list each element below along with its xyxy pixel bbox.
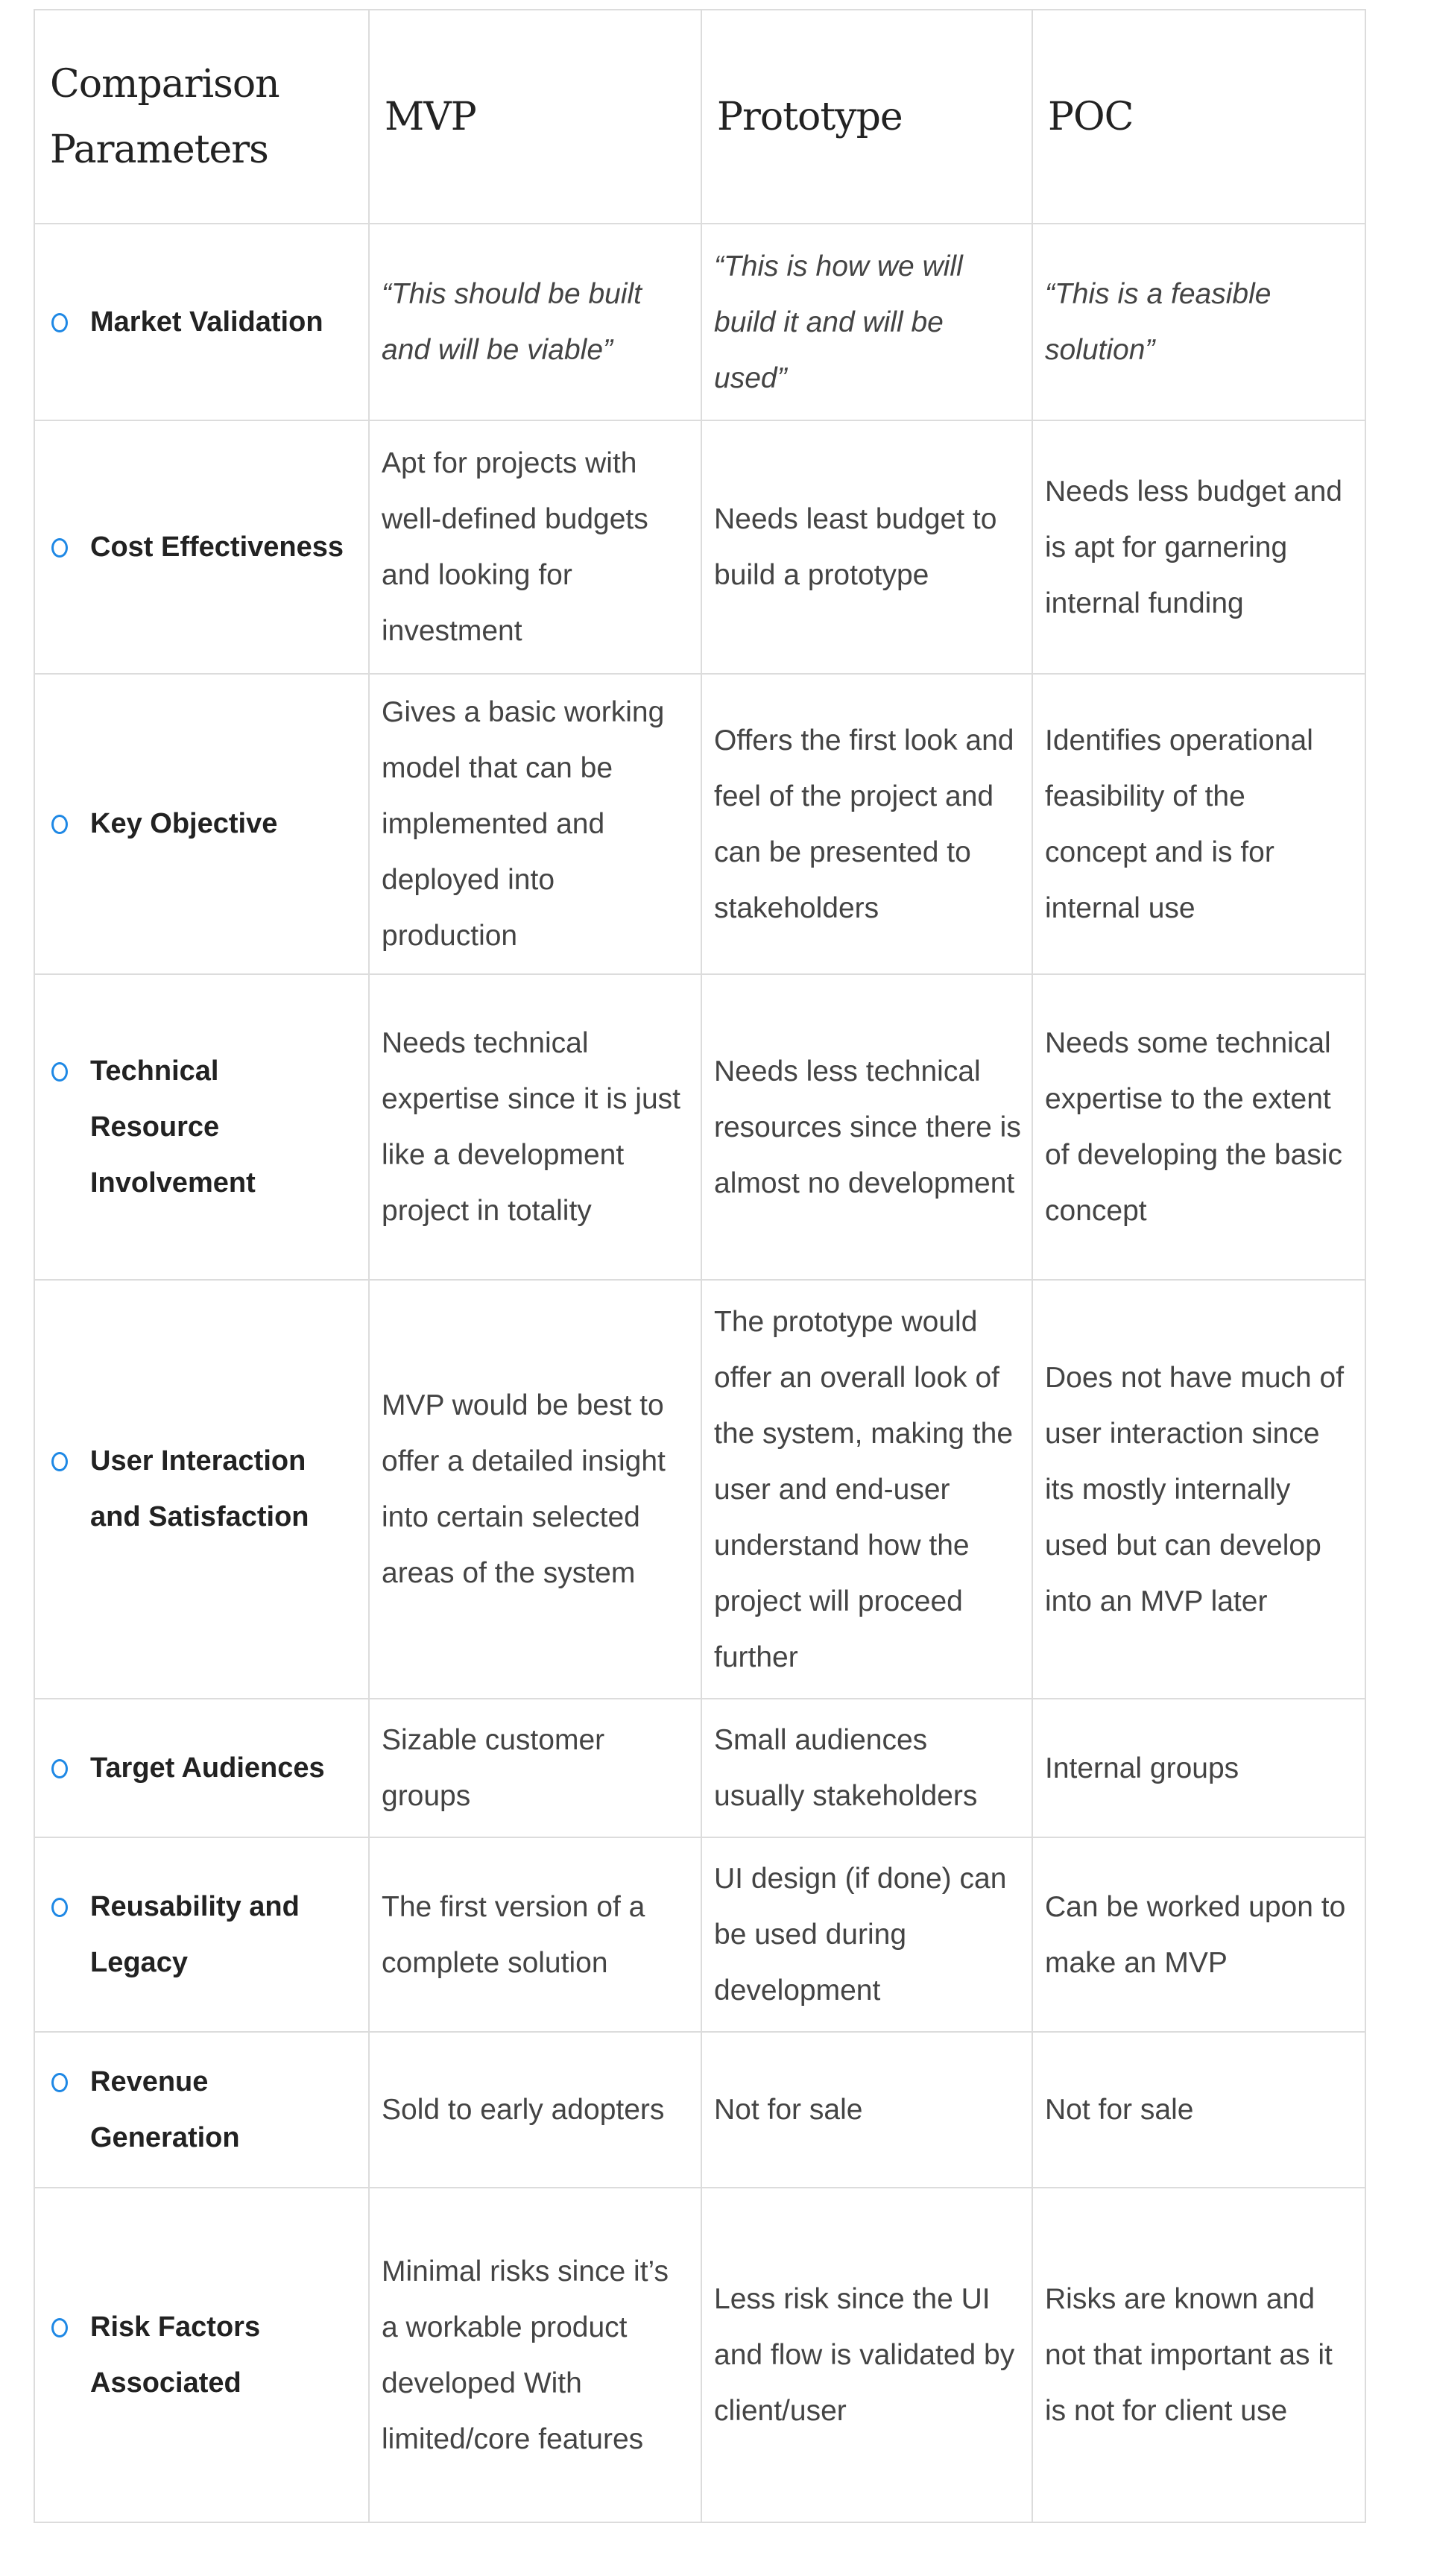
table-row-reusability-legacy <box>34 1837 1365 2032</box>
parameter-cell <box>34 224 369 420</box>
parameter-cell <box>34 420 369 674</box>
prototype-cell: Needs least budget to build a prototype <box>701 420 1032 674</box>
table-row-target-audiences <box>34 1699 1365 1837</box>
parameter-cell <box>34 2032 369 2188</box>
circle-bullet-icon <box>51 815 68 834</box>
comparison-table-container <box>34 9 1366 2523</box>
circle-bullet-icon <box>51 2073 68 2092</box>
parameter-cell <box>34 674 369 974</box>
header-mvp: MVP <box>369 10 701 224</box>
table-row-key-objective <box>34 674 1365 974</box>
circle-bullet-icon <box>51 313 68 332</box>
mvp-cell: Needs technical expertise since it is just like a development project in totality <box>369 974 701 1280</box>
mvp-cell: MVP would be best to offer a detailed insight into certain selected areas of the system <box>369 1280 701 1699</box>
header-prototype: Prototype <box>701 10 1032 224</box>
mvp-cell: The first version of a complete solution <box>369 1837 701 2032</box>
circle-bullet-icon <box>51 1759 68 1778</box>
table-row-cost-effectiveness <box>34 420 1365 674</box>
table-row-revenue-generation <box>34 2032 1365 2188</box>
table-row-risk-factors <box>34 2188 1365 2522</box>
prototype-cell: Less risk since the UI and flow is validated by client/user <box>701 2188 1032 2522</box>
poc-cell: “This is a feasible solution” <box>1032 224 1365 420</box>
parameter-label: Risk Factors Associated <box>90 2311 261 2399</box>
prototype-cell: UI design (if done) can be used during development <box>701 1837 1032 2032</box>
circle-bullet-icon <box>51 1062 68 1082</box>
prototype-cell: Needs less technical resources since there is almost no development <box>701 974 1032 1280</box>
comparison-table <box>34 9 1366 2523</box>
prototype-cell: Offers the first look and feel of the project and can be presented to stakeholders <box>701 674 1032 974</box>
poc-cell: Risks are known and not that important as it is not for client use <box>1032 2188 1365 2522</box>
parameter-label: Market Validation <box>90 306 323 338</box>
parameter-label: Cost Effectiveness <box>90 531 344 563</box>
prototype-cell: “This is how we will build it and will be used” <box>701 224 1032 420</box>
poc-cell: Needs some technical expertise to the extent of developing the basic concept <box>1032 974 1365 1280</box>
parameter-cell <box>34 2188 369 2522</box>
header-row <box>34 10 1365 224</box>
mvp-cell: “This should be built and will be viable” <box>369 224 701 420</box>
poc-cell: Can be worked upon to make an MVP <box>1032 1837 1365 2032</box>
poc-cell: Not for sale <box>1032 2032 1365 2188</box>
prototype-cell: Not for sale <box>701 2032 1032 2188</box>
header-poc: POC <box>1032 10 1365 224</box>
poc-cell: Needs less budget and is apt for garnering internal funding <box>1032 420 1365 674</box>
poc-cell: Internal groups <box>1032 1699 1365 1837</box>
table-row-market-validation <box>34 224 1365 420</box>
parameter-label: Target Audiences <box>90 1752 325 1784</box>
prototype-cell: Small audiences usually stakeholders <box>701 1699 1032 1837</box>
parameter-cell <box>34 1699 369 1837</box>
mvp-cell: Sold to early adopters <box>369 2032 701 2188</box>
parameter-cell <box>34 1280 369 1699</box>
parameter-label: Reusability and Legacy <box>90 1890 300 1978</box>
table-row-technical-resource-involvement <box>34 974 1365 1280</box>
poc-cell: Identifies operational feasibility of the concept and is for internal use <box>1032 674 1365 974</box>
circle-bullet-icon <box>51 2318 68 2337</box>
mvp-cell: Gives a basic working model that can be implemented and deployed into production <box>369 674 701 974</box>
table-row-user-interaction <box>34 1280 1365 1699</box>
parameter-label: Technical Resource Involvement <box>90 1055 256 1199</box>
prototype-cell: The prototype would offer an overall look of the system, making the user and end-user understand how the project will proceed further <box>701 1280 1032 1699</box>
mvp-cell: Apt for projects with well-defined budgets and looking for investment <box>369 420 701 674</box>
circle-bullet-icon <box>51 1898 68 1917</box>
mvp-cell: Sizable customer groups <box>369 1699 701 1837</box>
poc-cell: Does not have much of user interaction since its mostly internally used but can develop into an MVP later <box>1032 1280 1365 1699</box>
header-comparison-parameters: Comparison Parameters <box>34 10 369 224</box>
mvp-cell: Minimal risks since it’s a workable product developed With limited/core features <box>369 2188 701 2522</box>
circle-bullet-icon <box>51 538 68 558</box>
parameter-cell <box>34 974 369 1280</box>
parameter-label: User Interaction and Satisfaction <box>90 1445 309 1532</box>
parameter-label: Key Objective <box>90 808 278 839</box>
parameter-cell <box>34 1837 369 2032</box>
parameter-label: Revenue Generation <box>90 2065 240 2153</box>
circle-bullet-icon <box>51 1452 68 1471</box>
